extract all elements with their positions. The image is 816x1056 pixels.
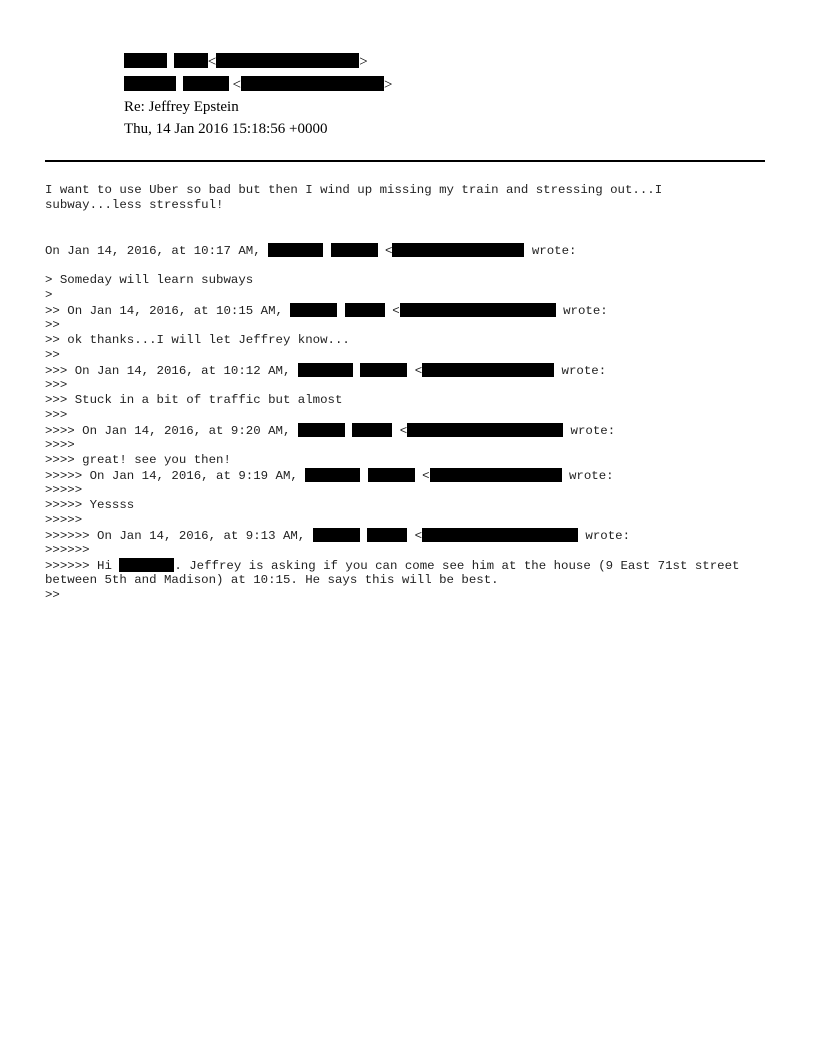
redaction-block [368, 468, 415, 482]
redaction-block [331, 243, 378, 257]
quote-line: >> [45, 318, 60, 332]
redaction-block [241, 76, 384, 91]
redaction-block [290, 303, 337, 317]
body-line: subway...less stressful! [45, 198, 224, 212]
redaction-block [174, 53, 208, 68]
body-line: I want to use Uber so bad but then I wind up missing my train and stressing out...I [45, 183, 663, 197]
quote-header-line: >>>> On Jan 14, 2016, at 9:20 AM, < wrote: [45, 424, 616, 438]
redaction-block [305, 468, 360, 482]
quote-line: > [45, 288, 53, 302]
quote-line: >>>>> [45, 483, 83, 497]
angle-open: < [232, 77, 241, 93]
from-value [124, 52, 368, 72]
quote-line: >> ok thanks...I will let Jeffrey know... [45, 333, 350, 347]
angle-close: > [359, 54, 368, 70]
quote-line: > Someday will learn subways [45, 273, 254, 287]
quote-header-line: >> On Jan 14, 2016, at 10:15 AM, < wrote: [45, 304, 608, 318]
quote-line: between 5th and Madison) at 10:15. He says this will be best. [45, 573, 499, 587]
redaction-block [313, 528, 360, 542]
redaction-block [400, 303, 556, 317]
subject-value: Re: Jeffrey Epstein [124, 99, 239, 115]
email-body [45, 183, 785, 603]
redaction-block [422, 528, 578, 542]
angle-open: < [207, 54, 217, 70]
angle-close: > [383, 77, 393, 93]
quote-line: >> [45, 348, 60, 362]
quote-header-line: >>> On Jan 14, 2016, at 10:12 AM, < wrote: [45, 364, 607, 378]
redaction-block [345, 303, 385, 317]
redaction-block [124, 53, 167, 68]
redaction-block [367, 528, 407, 542]
quote-line: >>>>>> Hi . Jeffrey is asking if you can come see him at the house (9 East 71st street [45, 559, 740, 573]
quote-line: >>>>>> [45, 543, 90, 557]
redaction-block [352, 423, 392, 437]
redaction-block [268, 243, 323, 257]
quote-line: >>>> [45, 438, 75, 452]
quote-line: >>>> great! see you then! [45, 453, 231, 467]
quote-line: >> [45, 588, 60, 602]
quote-line: >>> [45, 408, 68, 422]
quote-header-line: >>>>> On Jan 14, 2016, at 9:19 AM, < wrote: [45, 469, 614, 483]
redaction-block [360, 363, 407, 377]
redaction-block [298, 363, 353, 377]
header-divider [45, 160, 765, 162]
redaction-block [430, 468, 562, 482]
redaction-block [422, 363, 554, 377]
redaction-block [183, 76, 229, 91]
redaction-block [216, 53, 359, 68]
redaction-block [119, 558, 174, 572]
quote-line: >>>>> Yessss [45, 498, 135, 512]
redaction-block [392, 243, 524, 257]
date-value: Thu, 14 Jan 2016 15:18:56 +0000 [124, 121, 328, 137]
quote-line: >>> [45, 378, 68, 392]
quote-header-line: >>>>>> On Jan 14, 2016, at 9:13 AM, < wrote: [45, 529, 631, 543]
redaction-block [124, 76, 176, 91]
quote-line: >>> Stuck in a bit of traffic but almost [45, 393, 343, 407]
redaction-block [298, 423, 345, 437]
redaction-block [407, 423, 563, 437]
quote-header-line: On Jan 14, 2016, at 10:17 AM, < wrote: [45, 244, 577, 258]
to-value [124, 75, 392, 95]
quote-line: >>>>> [45, 513, 83, 527]
